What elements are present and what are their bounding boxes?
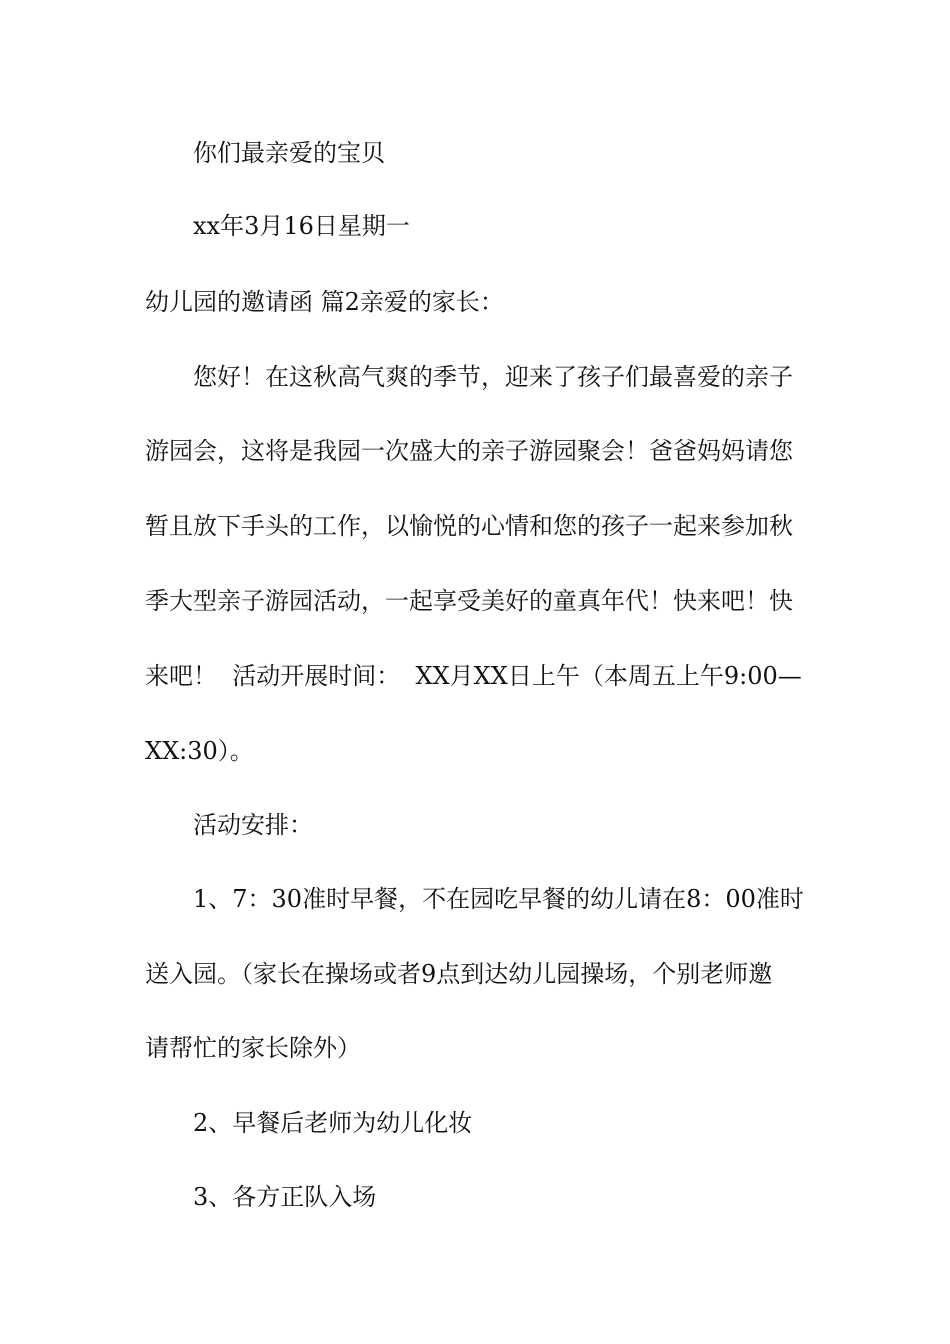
paragraph-line: 来吧！ 活动开展时间： XX月XX日上午（本周五上午9:00— [145, 662, 802, 690]
list-item-continuation: 送入园。（家长在操场或者9点到达幼儿园操场，个别老师邀 [145, 960, 773, 988]
list-item: 3、各方正队入场 [193, 1183, 377, 1211]
date-line: xx年3月16日星期一 [193, 212, 410, 240]
paragraph-line: 暂且放下手头的工作，以愉悦的心情和您的孩子一起来参加秋 [145, 512, 793, 540]
section-heading: 幼儿园的邀请函 篇2亲爱的家长： [145, 288, 504, 316]
signature-line: 你们最亲爱的宝贝 [193, 139, 385, 167]
paragraph-line: XX:30）。 [145, 737, 254, 765]
paragraph-line: 季大型亲子游园活动，一起享受美好的童真年代！快来吧！快 [145, 587, 793, 615]
list-item: 1、7：30准时早餐，不在园吃早餐的幼儿请在8：00准时 [193, 885, 804, 913]
paragraph-line: 游园会，这将是我园一次盛大的亲子游园聚会！爸爸妈妈请您 [145, 437, 793, 465]
list-item-continuation: 请帮忙的家长除外） [145, 1034, 361, 1062]
list-item: 2、早餐后老师为幼儿化妆 [193, 1109, 473, 1137]
paragraph-line: 您好！在这秋高气爽的季节，迎来了孩子们最喜爱的亲子 [193, 363, 793, 391]
activity-heading: 活动安排： [193, 811, 313, 839]
